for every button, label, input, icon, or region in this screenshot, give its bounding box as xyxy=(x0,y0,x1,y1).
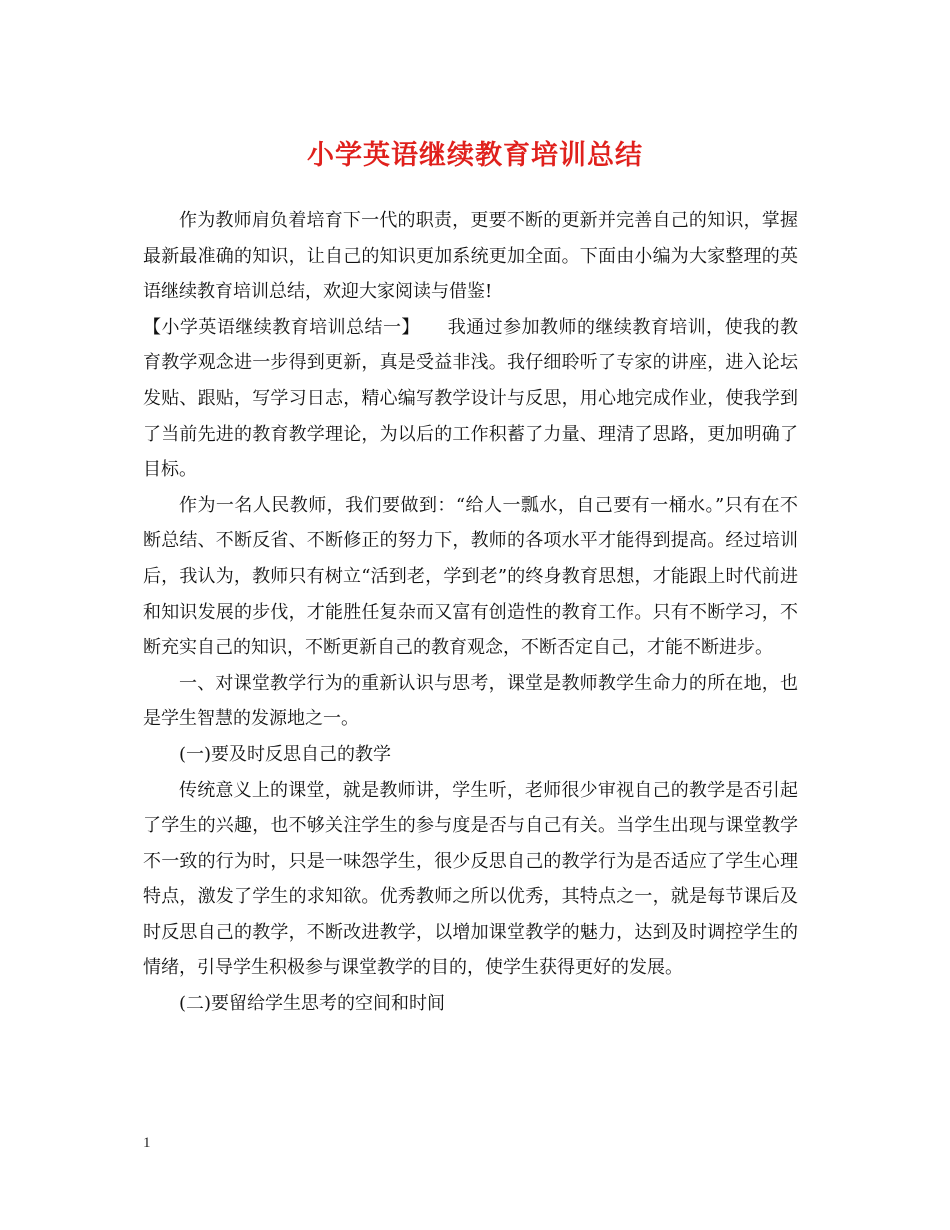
subheading-reflect-teaching: (一)要及时反思自己的教学 xyxy=(179,743,392,765)
document-title: 小学英语继续教育培训总结 xyxy=(307,140,643,171)
paragraph-traditional-classroom: 传统意义上的课堂，就是教师讲，学生听，老师很少审视自己的教学是否引起了学生的兴趣，也不够关注学生的参与度是否与自己有关。当学生出现与课堂教学不一致的行为时，只是一味怨学生，很少反思自己的教学行为是否适应了学生心理特点，激发了学生的求知欲。优秀教师之所以优秀，其特点之一，就是每节课后及时反思自己的教学，不断改进教学，以增加课堂教学的魅力，达到及时调控学生的情绪，引导学生积极参与课堂教学的目的，使学生获得更好的发展。 xyxy=(143,779,798,979)
document-body xyxy=(143,203,798,1022)
subheading-thinking-space: (二)要留给学生思考的空间和时间 xyxy=(179,993,446,1015)
paragraph-section-one: 一、对课堂教学行为的重新认识与思考，课堂是教师教学生命力的所在地，也是学生智慧的发源地之一。 xyxy=(143,672,798,730)
paragraph-summary-one: 【小学英语继续教育培训总结一】 我通过参加教师的继续教育培训，使我的教育教学观念进一步得到更新，真是受益非浅。我仔细聆听了专家的讲座，进入论坛发贴、跟贴，写学习日志，精心编写教学设计与反思，用心地完成作业，使我学到了当前先进的教育教学理论，为以后的工作积蓄了力量、理清了思路，更加明确了目标。 xyxy=(143,316,798,481)
page-number: 1 xyxy=(143,1135,151,1151)
paragraph-teacher-duty: 作为一名人民教师，我们要做到：“给人一瓢水，自己要有一桶水。”只有在不断总结、不断反省、不断修正的努力下，教师的各项水平才能得到提高。经过培训后，我认为，教师只有树立“活到老，学到老”的终身教育思想，才能跟上时代前进和知识发展的步伐，才能胜任复杂而又富有创造性的教育工作。只有不断学习，不断充实自己的知识，不断更新自己的教育观念，不断否定自己，才能不断进步。 xyxy=(143,494,798,659)
paragraph-intro: 作为教师肩负着培育下一代的职责，更要不断的更新并完善自己的知识，掌握最新最准确的知识，让自己的知识更加系统更加全面。下面由小编为大家整理的英语继续教育培训总结，欢迎大家阅读与借鉴! xyxy=(143,210,798,303)
